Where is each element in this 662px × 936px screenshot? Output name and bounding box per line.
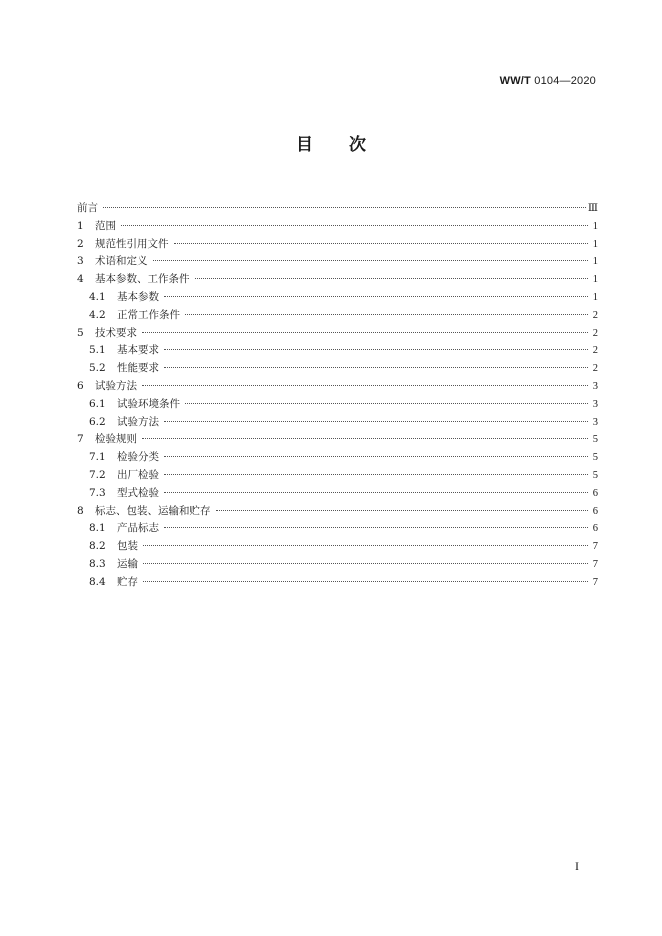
toc-dot-leader bbox=[216, 500, 589, 511]
toc-section-number: 6.2 bbox=[89, 415, 106, 428]
toc-dot-leader bbox=[164, 286, 588, 297]
toc-dot-leader bbox=[195, 268, 589, 279]
toc-entry-title: 规范性引用文件 bbox=[95, 237, 169, 250]
toc-page-number: 1 bbox=[592, 274, 598, 286]
document-code bbox=[500, 75, 596, 87]
toc-section-number: 6.1 bbox=[89, 397, 106, 410]
toc-page-number: 7 bbox=[592, 541, 598, 553]
toc-section-number: 4.1 bbox=[89, 290, 106, 303]
toc-page-number: 5 bbox=[592, 452, 598, 464]
toc-entry-title: 前言 bbox=[77, 202, 98, 214]
toc-dot-leader bbox=[164, 411, 588, 422]
toc-section-number: 8.3 bbox=[89, 557, 106, 570]
toc-entry-title: 型式检验 bbox=[117, 486, 159, 499]
toc-entry-title: 运输 bbox=[117, 557, 138, 570]
table-of-contents bbox=[77, 200, 598, 592]
toc-entry-title: 性能要求 bbox=[117, 362, 159, 375]
toc-dot-leader bbox=[143, 535, 588, 546]
toc-dot-leader bbox=[185, 393, 588, 404]
toc-entry-title: 试验环境条件 bbox=[117, 397, 180, 410]
toc-page-number: 3 bbox=[592, 398, 598, 410]
toc-entry-title: 正常工作条件 bbox=[117, 308, 180, 321]
toc-section-number: 7 bbox=[77, 433, 84, 446]
toc-section-number: 6 bbox=[77, 379, 84, 392]
toc-page-number: 3 bbox=[592, 380, 598, 392]
toc-entry-title: 标志、包装、运输和贮存 bbox=[95, 504, 211, 517]
toc-entry-title: 产品标志 bbox=[117, 522, 159, 535]
toc-page-number: 1 bbox=[592, 238, 598, 250]
toc-entry-title: 包装 bbox=[117, 540, 138, 553]
toc-section-number: 7.3 bbox=[89, 486, 106, 499]
toc-dot-leader bbox=[143, 553, 588, 564]
toc-dot-leader bbox=[142, 428, 588, 439]
page-title bbox=[0, 130, 662, 155]
toc-page-number: 6 bbox=[592, 523, 598, 535]
toc-entry-title: 检验分类 bbox=[117, 451, 159, 464]
toc-dot-leader bbox=[164, 517, 588, 528]
toc-dot-leader bbox=[121, 215, 588, 226]
toc-section-number: 8 bbox=[77, 504, 84, 517]
title-char-2: 次 bbox=[349, 135, 366, 155]
toc-page-number: 2 bbox=[592, 309, 598, 321]
toc-entry-title: 贮存 bbox=[117, 575, 138, 588]
toc-entry-title: 检验规则 bbox=[95, 433, 137, 446]
toc-page-number: 7 bbox=[592, 558, 598, 570]
toc-dot-leader bbox=[185, 304, 588, 315]
toc-section-number: 7.2 bbox=[89, 468, 106, 481]
toc-section-number: 8.4 bbox=[89, 575, 106, 588]
toc-entry-title: 试验方法 bbox=[117, 415, 159, 428]
toc-page-number: 1 bbox=[592, 220, 598, 232]
toc-dot-leader bbox=[143, 571, 588, 582]
toc-section-number: 2 bbox=[77, 237, 84, 250]
toc-page-number: 1 bbox=[592, 291, 598, 303]
toc-entry-title: 基本参数 bbox=[117, 290, 159, 303]
toc-section-number: 4 bbox=[77, 273, 84, 286]
toc-entry-title: 试验方法 bbox=[95, 379, 137, 392]
toc-section-number: 8.2 bbox=[89, 540, 106, 553]
toc-subentry[interactable] bbox=[77, 574, 598, 592]
title-char-1: 目 bbox=[296, 135, 313, 155]
document-code-number: 0104—2020 bbox=[534, 75, 596, 87]
toc-page-number: 1 bbox=[592, 256, 598, 268]
page-number: I bbox=[575, 859, 579, 873]
toc-page-number: 6 bbox=[592, 505, 598, 517]
toc-dot-leader bbox=[142, 375, 588, 386]
toc-page-number: Ⅲ bbox=[587, 203, 598, 214]
toc-dot-leader bbox=[103, 197, 586, 208]
toc-page-number: 2 bbox=[592, 327, 598, 339]
toc-dot-leader bbox=[164, 482, 588, 493]
toc-section-number: 5.2 bbox=[89, 362, 106, 375]
toc-page-number: 5 bbox=[592, 434, 598, 446]
toc-dot-leader bbox=[153, 250, 589, 261]
toc-entry-title: 基本参数、工作条件 bbox=[95, 273, 190, 286]
toc-dot-leader bbox=[142, 322, 588, 333]
toc-section-number: 8.1 bbox=[89, 522, 106, 535]
toc-entry-title: 术语和定义 bbox=[95, 255, 148, 268]
toc-page-number: 2 bbox=[592, 363, 598, 375]
document-code-prefix: WW/T bbox=[499, 75, 531, 87]
toc-dot-leader bbox=[164, 446, 588, 457]
toc-dot-leader bbox=[164, 464, 588, 475]
toc-page-number: 5 bbox=[592, 469, 598, 481]
toc-section-number: 5 bbox=[77, 326, 84, 339]
toc-entry-title: 范围 bbox=[95, 219, 116, 232]
toc-page-number: 6 bbox=[592, 487, 598, 499]
toc-section-number: 1 bbox=[77, 219, 84, 232]
toc-page-number: 3 bbox=[592, 416, 598, 428]
toc-page-number: 2 bbox=[592, 345, 598, 357]
toc-section-number: 3 bbox=[77, 255, 84, 268]
toc-entry-title: 出厂检验 bbox=[117, 468, 159, 481]
toc-dot-leader bbox=[164, 339, 588, 350]
toc-section-number: 4.2 bbox=[89, 308, 106, 321]
toc-page-number: 7 bbox=[592, 576, 598, 588]
toc-section-number: 5.1 bbox=[89, 344, 106, 357]
toc-dot-leader bbox=[174, 233, 589, 244]
toc-entry-title: 技术要求 bbox=[95, 326, 137, 339]
toc-section-number: 7.1 bbox=[89, 451, 106, 464]
toc-entry-title: 基本要求 bbox=[117, 344, 159, 357]
toc-dot-leader bbox=[164, 357, 588, 368]
